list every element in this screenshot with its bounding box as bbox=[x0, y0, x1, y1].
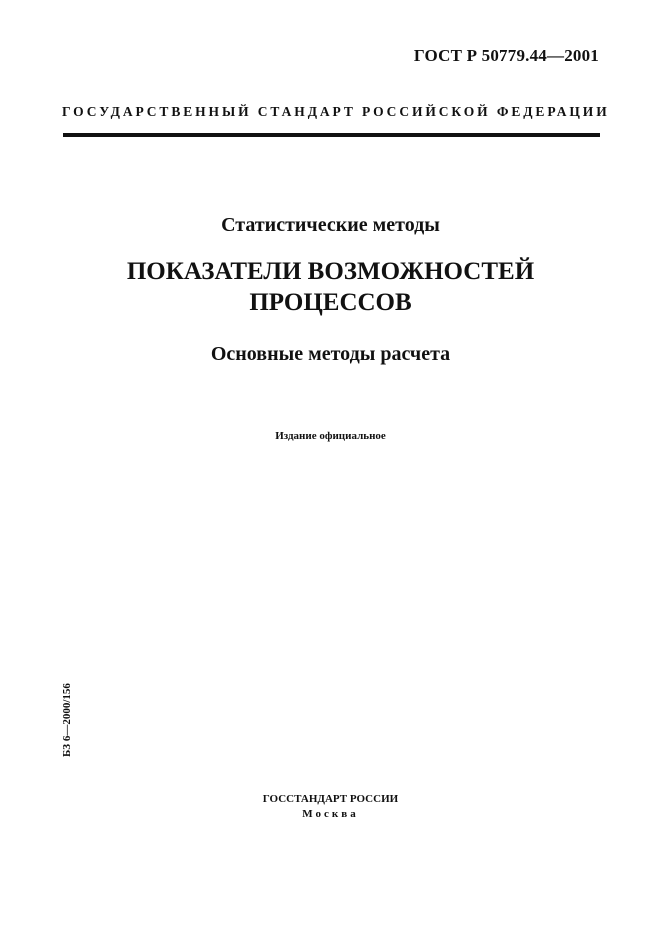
main-title bbox=[0, 256, 661, 318]
main-title-line-2: ПРОЦЕССОВ bbox=[249, 289, 412, 316]
side-code: БЗ 6—2000/156 bbox=[61, 683, 73, 757]
header-rule bbox=[63, 133, 600, 137]
publisher: ГОССТАНДАРТ РОССИИ bbox=[262, 793, 399, 805]
subtitle: Основные методы расчета bbox=[210, 343, 451, 365]
publication-city: Москва bbox=[302, 808, 359, 820]
series-title: Статистические методы bbox=[221, 214, 440, 236]
main-title-line-1: ПОКАЗАТЕЛИ ВОЗМОЖНОСТЕЙ bbox=[126, 258, 535, 285]
edition-note: Издание официальное bbox=[275, 430, 386, 442]
document-number: ГОСТ Р 50779.44—2001 bbox=[413, 46, 599, 65]
header-title: ГОСУДАРСТВЕННЫЙ СТАНДАРТ РОССИЙСКОЙ ФЕДЕРАЦИИ bbox=[62, 104, 610, 119]
